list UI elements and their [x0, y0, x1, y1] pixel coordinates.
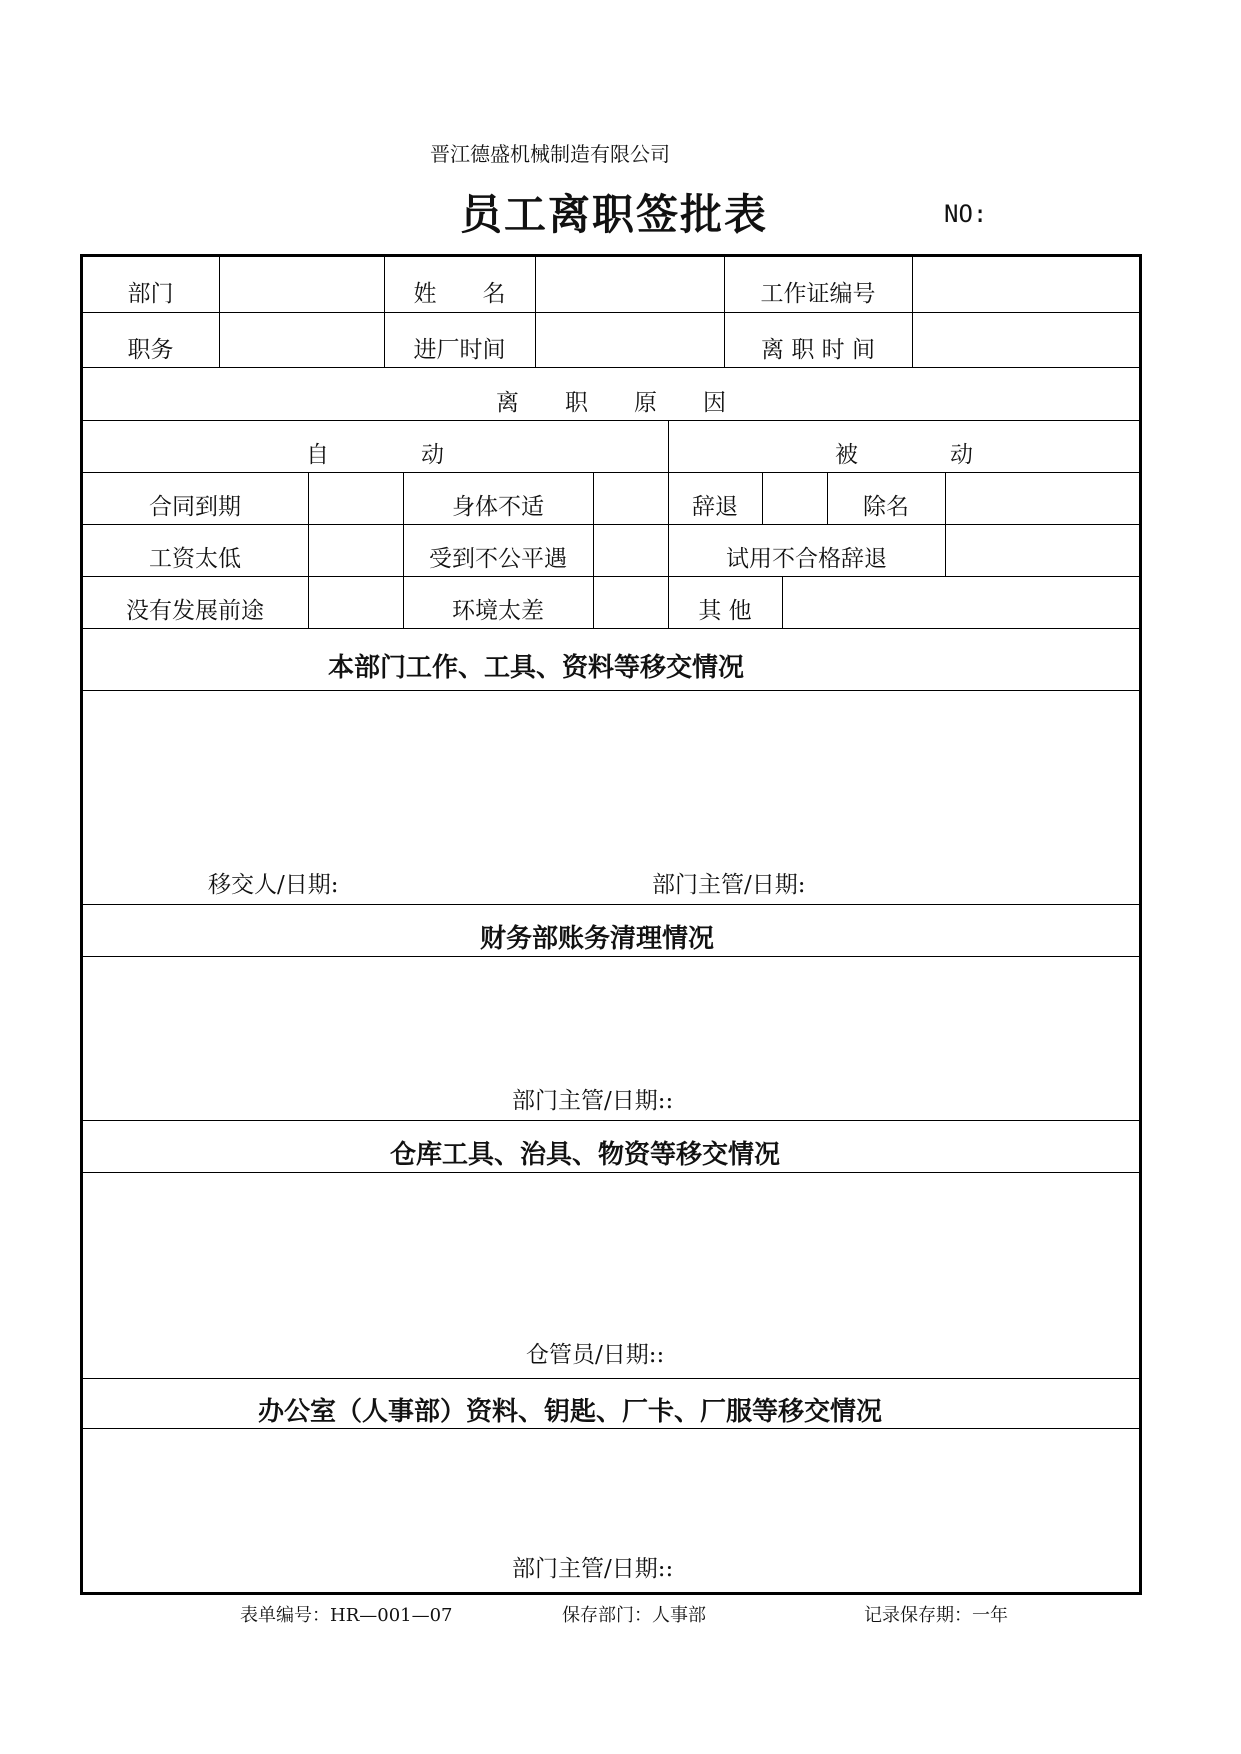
- reason-heading: 离 职 原 因: [496, 390, 726, 416]
- company-name: 晋江德盛机械制造有限公司: [430, 142, 670, 166]
- reason-removal: 除名: [863, 493, 909, 520]
- reason-checkbox[interactable]: [308, 530, 403, 582]
- position-label: 职务: [127, 337, 174, 363]
- section-warehouse-body[interactable]: [82, 1178, 1140, 1328]
- reason-checkbox[interactable]: [593, 530, 668, 582]
- handover-person-signature: 移交人/日期:: [208, 872, 339, 898]
- rule: [82, 1120, 1140, 1121]
- leave-date-field[interactable]: [912, 320, 1140, 375]
- name-label: 姓 名: [413, 281, 506, 307]
- finance-manager-signature: 部门主管/日期::: [512, 1088, 674, 1114]
- section-finance-title: 财务部账务清理情况: [480, 923, 715, 954]
- reason-checkbox[interactable]: [308, 478, 403, 530]
- reason-probation-failed: 试用不合格辞退: [726, 545, 887, 572]
- voluntary-heading: 自 动: [306, 441, 444, 468]
- form-number-label: NO:: [944, 200, 988, 228]
- entry-date-label: 进厂时间: [413, 337, 506, 363]
- reason-checkbox[interactable]: [308, 582, 403, 634]
- entry-date-field[interactable]: [535, 320, 724, 375]
- reason-health: 身体不适: [452, 493, 544, 520]
- section-finance-body[interactable]: [82, 962, 1140, 1072]
- reason-contract-expired: 合同到期: [149, 493, 241, 520]
- name-field[interactable]: [535, 264, 724, 319]
- reason-checkbox[interactable]: [593, 582, 668, 634]
- reason-checkbox[interactable]: [593, 478, 668, 530]
- reason-checkbox[interactable]: [945, 530, 1140, 582]
- section-dept-handover-body[interactable]: [82, 696, 1140, 864]
- rule: [82, 1378, 1140, 1379]
- reason-checkbox[interactable]: [945, 478, 1140, 530]
- reason-no-prospects: 没有发展前途: [126, 597, 264, 624]
- section-dept-handover-title: 本部门工作、工具、资料等移交情况: [328, 652, 745, 683]
- reason-dismissal: 辞退: [692, 493, 738, 520]
- reason-checkbox[interactable]: [762, 478, 827, 530]
- retention-department: 保存部门：人事部: [562, 1605, 706, 1626]
- retention-period: 记录保存期：一年: [864, 1605, 1008, 1626]
- dept-manager-signature: 部门主管/日期:: [652, 872, 806, 898]
- rule: [82, 904, 1140, 905]
- leave-date-label: 离 职 时 间: [761, 337, 875, 363]
- reason-low-salary: 工资太低: [149, 545, 241, 572]
- reason-unfair-treatment: 受到不公平遇: [429, 545, 567, 572]
- section-office-body[interactable]: [82, 1434, 1140, 1542]
- position-field[interactable]: [219, 320, 384, 375]
- form-code: 表单编号：HR—001—07: [240, 1605, 453, 1626]
- warehouse-keeper-signature: 仓管员/日期::: [526, 1342, 665, 1368]
- department-field[interactable]: [219, 264, 384, 319]
- reason-other: 其 他: [698, 597, 752, 624]
- reason-other-field[interactable]: [782, 582, 1140, 634]
- office-manager-signature: 部门主管/日期::: [512, 1556, 674, 1582]
- reason-poor-environment: 环境太差: [452, 597, 544, 624]
- badge-number-field[interactable]: [912, 264, 1140, 319]
- badge-number-label: 工作证编号: [760, 281, 876, 307]
- section-warehouse-title: 仓库工具、治具、物资等移交情况: [390, 1139, 781, 1170]
- department-label: 部门: [127, 281, 174, 307]
- involuntary-heading: 被 动: [835, 441, 973, 468]
- section-office-title: 办公室（人事部）资料、钥匙、厂卡、厂服等移交情况: [258, 1396, 883, 1427]
- form-title: 员工离职签批表: [460, 190, 769, 239]
